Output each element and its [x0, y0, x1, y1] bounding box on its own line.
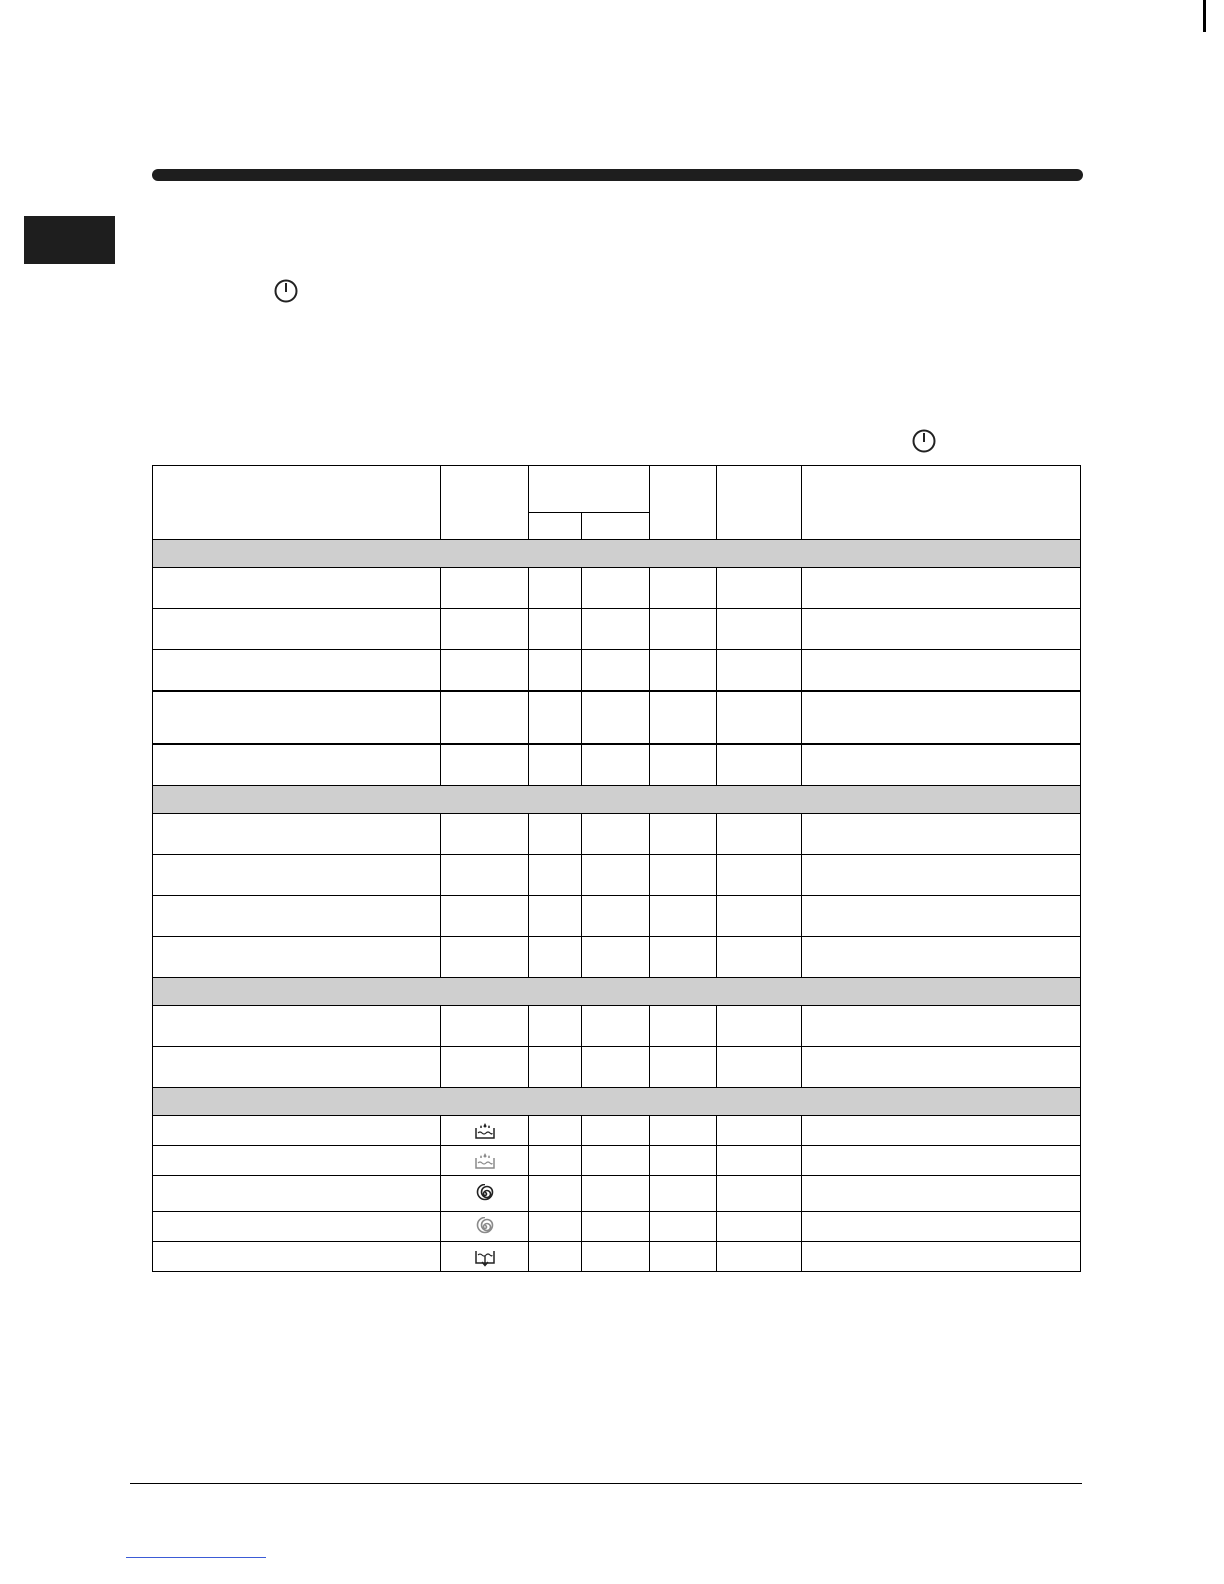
- table-header-row: [153, 466, 1081, 513]
- table-row: [153, 1006, 1081, 1047]
- table-row: [153, 1176, 1081, 1212]
- table-row: [153, 568, 1081, 609]
- table-row: [153, 691, 1081, 744]
- header-cell: [802, 466, 1081, 540]
- header-cell: [153, 466, 441, 540]
- header-cell: [529, 513, 582, 540]
- footer-rule: [130, 1483, 1082, 1484]
- table-row: [153, 896, 1081, 937]
- table-row: [153, 1242, 1081, 1272]
- header-cell: [441, 466, 529, 540]
- rinse-icon: [441, 1116, 529, 1146]
- header-cell: [650, 466, 717, 540]
- page-edge-mark: [1203, 0, 1206, 32]
- table-row: [153, 814, 1081, 855]
- language-tab: [24, 216, 115, 264]
- footer-link-underline: [126, 1557, 266, 1558]
- spin-light-icon: [441, 1212, 529, 1242]
- programme-table: [152, 465, 1081, 1272]
- header-rule: [152, 169, 1083, 181]
- header-cell: [529, 466, 650, 513]
- table-row: [153, 609, 1081, 650]
- header-cell: [582, 513, 650, 540]
- table-row: [153, 744, 1081, 786]
- table-row: [153, 855, 1081, 896]
- table-row: [153, 1047, 1081, 1088]
- section-row: [153, 1088, 1081, 1116]
- section-row: [153, 978, 1081, 1006]
- spin-icon: [441, 1176, 529, 1212]
- section-row: [153, 540, 1081, 568]
- table-row: [153, 937, 1081, 978]
- drain-icon: [441, 1242, 529, 1272]
- table-row: [153, 1212, 1081, 1242]
- power-icon: [911, 428, 937, 454]
- table-row: [153, 1146, 1081, 1176]
- power-icon: [273, 278, 299, 304]
- rinse-light-icon: [441, 1146, 529, 1176]
- table-row: [153, 650, 1081, 692]
- header-cell: [717, 466, 802, 540]
- table-row: [153, 1116, 1081, 1146]
- section-row: [153, 786, 1081, 814]
